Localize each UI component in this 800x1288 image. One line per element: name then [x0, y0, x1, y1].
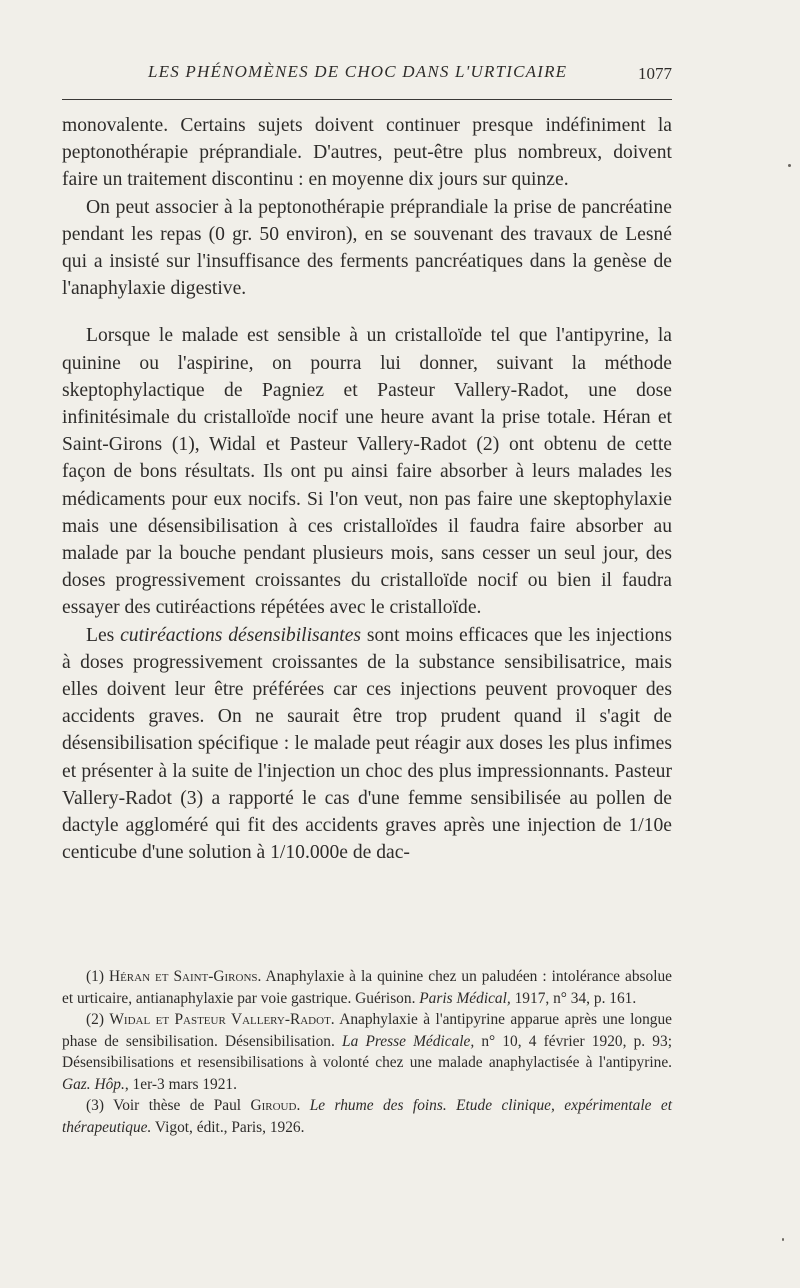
- footnote-3-author: Giroud.: [250, 1097, 301, 1114]
- footnote-2: [62, 1009, 672, 1095]
- header-rule: [62, 99, 672, 100]
- footnotes: [62, 966, 672, 1138]
- footnote-2-reference-2: , 1er-3 mars 1921.: [124, 1075, 237, 1093]
- footnote-3-reference: Vigot, édit., Paris, 1926.: [151, 1118, 305, 1136]
- footnote-1-number: (1): [86, 968, 109, 985]
- footnote-3-title: Le rhume des foins. Etude clinique, expérimentale et thérapeutique.: [62, 1097, 672, 1136]
- footnote-2-number: (2): [86, 1011, 110, 1028]
- footnote-3-number: (3) Voir thèse de Paul: [86, 1097, 251, 1114]
- page-number: 1077: [638, 64, 672, 83]
- paragraph-4-start: Les: [86, 624, 121, 646]
- footnote-1-journal: Paris Médical,: [419, 989, 511, 1007]
- footnote-1-reference: 1917, n° 34, p. 161.: [510, 989, 637, 1007]
- footnote-2-reference: n° 10, 4 février 1920, p. 93; Désensibilisations et resensibilisations à volonté chez une malade anaphylactisée à l'antipyrine.: [62, 1032, 672, 1071]
- paragraph-3: Lorsque le malade est sensible à un cristalloïde tel que l'antipyrine, la quinine ou l'aspirine, on pourra lui donner, suivant la méthode skeptophylactique de Pagniez et Pasteur Vallery-Radot, une dose infinitésimale du cristalloïde nocif une heure avant la prise totale. Héran et Saint-Girons (1), Widal et Pasteur Vallery-Radot (2) ont obtenu de cette façon de bons résultats. Ils ont pu ainsi faire absorber à leurs malades les médicaments pour eux nocifs. Si l'on veut, non pas faire une skeptophylaxie mais une désensibilisation à ces cristalloïdes il faudra faire absorber au malade par la bouche pendant plusieurs mois, sans cesser un seul jour, des doses progressivement croissantes du cristalloïde nocif ou bien il faudra essayer des cutiréactions répétées avec le cristalloïde.: [62, 325, 672, 619]
- paper-speck: [788, 164, 791, 167]
- footnote-1: [62, 966, 672, 1009]
- running-head: [62, 62, 672, 90]
- body-text: [62, 112, 672, 866]
- footnote-1-authors: Héran et Saint-Girons.: [108, 968, 262, 985]
- footnote-2-journal-2: Gaz. Hôp.: [62, 1075, 125, 1093]
- footnote-2-text: Anaphylaxie à l'antipyrine apparue après une longue phase de sensibilisation. Désensibilisation.: [62, 1011, 672, 1050]
- paper-speck: [782, 1238, 784, 1241]
- running-title: LES PHÉNOMÈNES DE CHOC DANS L'URTICAIRE: [148, 62, 568, 81]
- footnote-1-text: Anaphylaxie à la quinine chez un paludéen : intolérance absolue et urticaire, antianaphylaxie par voie gastrique. Guérison.: [62, 968, 673, 1007]
- paragraph-4-rest: sont moins efficaces que les injections à doses progressivement croissantes de la substance sensibilisatrice, mais elles doivent leur être préférées car ces injections peuvent provoquer des accidents graves. On ne saurait être trop prudent quand il s'agit de désensibilisation spécifique : le malade peut réagir aux doses les plus infimes et présenter à la suite de l'injection un choc des plus impressionnants. Pasteur Vallery-Radot (3) a rapporté le cas d'une femme sensibilisée au pollen de dactyle aggloméré qui fit des accidents graves après une injection de 1/10e centicube d'une solution à 1/10.000e de dac-: [62, 624, 672, 864]
- footnote-2-journal: La Presse Médicale,: [342, 1032, 475, 1050]
- footnote-2-authors: Widal et Pasteur Vallery-Radot.: [109, 1011, 335, 1028]
- paragraph-1: monovalente. Certains sujets doivent continuer presque indéfiniment la peptonothérapie préprandiale. D'autres, peut-être plus nombreux, doivent faire un traitement discontinu : en moyenne dix jours sur quinze.: [62, 115, 672, 191]
- paragraph-4-italic: cutiréactions désensibilisantes: [120, 624, 362, 646]
- footnote-3: [62, 1095, 672, 1138]
- paragraph-2: On peut associer à la peptonothérapie préprandiale la prise de pancréatine pendant les repas (0 gr. 50 environ), en se souvenant des travaux de Lesné qui a insisté sur l'insuffisance des ferments pancréatiques dans la genèse de l'anaphylaxie digestive.: [62, 196, 672, 300]
- paragraph-4: [62, 622, 672, 867]
